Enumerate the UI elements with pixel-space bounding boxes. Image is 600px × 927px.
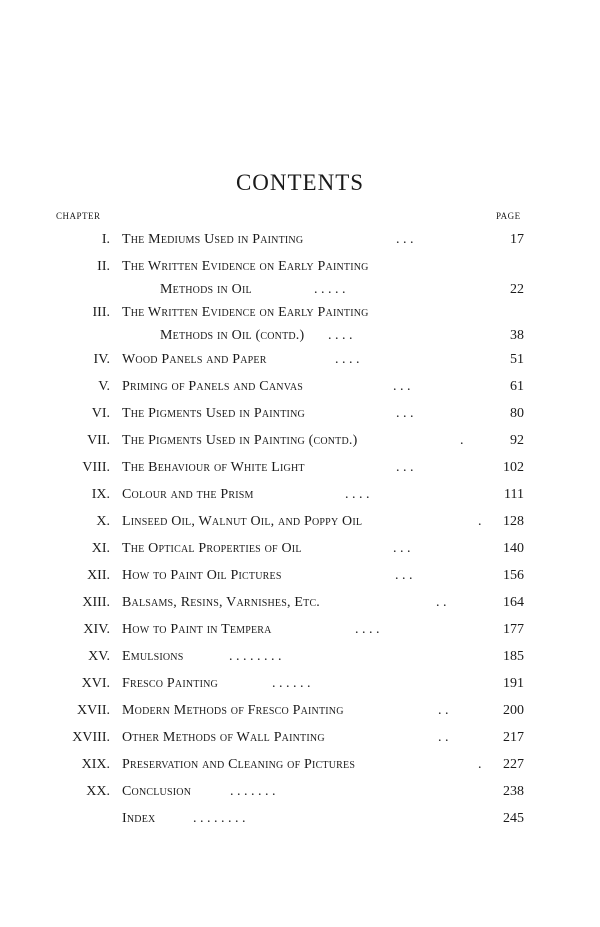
chapter-number: X. bbox=[96, 514, 110, 529]
chapter-title: How to Paint in Tempera bbox=[122, 622, 272, 637]
chapter-title: Other Methods of Wall Painting bbox=[122, 730, 325, 745]
page-number: 61 bbox=[510, 379, 524, 394]
dot-leader: . . . . . . . . bbox=[193, 811, 246, 826]
chapter-number: XII. bbox=[87, 568, 110, 583]
chapter-number: XV. bbox=[88, 649, 110, 664]
chapter-number: XVIII. bbox=[72, 730, 110, 745]
dot-leader: . . bbox=[436, 595, 447, 610]
page-number: 140 bbox=[503, 541, 524, 556]
chapter-number: XIII. bbox=[82, 595, 110, 610]
dot-leader: . . . bbox=[395, 568, 413, 583]
page-number: 238 bbox=[503, 784, 524, 799]
chapter-number: IV. bbox=[93, 352, 110, 367]
chapter-number: XVII. bbox=[76, 703, 110, 718]
chapter-title: Priming of Panels and Canvas bbox=[122, 379, 304, 394]
chapter-number: VIII. bbox=[82, 460, 110, 475]
chapter-title-continued: Methods in Oil bbox=[160, 282, 252, 297]
dot-leader: . . . . . . . . bbox=[229, 649, 282, 664]
dot-leader: . . . bbox=[396, 406, 414, 421]
page-number: 245 bbox=[503, 811, 524, 826]
page-number: 128 bbox=[503, 514, 524, 529]
chapter-title: Colour and the Prism bbox=[122, 487, 254, 502]
dot-leader: . . . bbox=[393, 379, 411, 394]
dot-leader: . . . bbox=[396, 460, 414, 475]
dot-leader: . bbox=[478, 514, 482, 529]
page-number: 156 bbox=[503, 568, 524, 583]
chapter-title: Emulsions bbox=[122, 649, 184, 664]
page-number: 217 bbox=[503, 730, 524, 745]
page-number: 111 bbox=[504, 487, 524, 502]
page-number: 227 bbox=[503, 757, 524, 772]
chapter-title: Conclusion bbox=[122, 784, 192, 799]
page-number: 22 bbox=[510, 282, 524, 297]
page-number: 164 bbox=[503, 595, 524, 610]
chapter-number: II. bbox=[97, 259, 110, 274]
page-number: 102 bbox=[503, 460, 524, 475]
chapter-title: The Written Evidence on Early Painting bbox=[122, 259, 369, 274]
dot-leader: . . . bbox=[393, 541, 411, 556]
dot-leader: . . . . bbox=[355, 622, 380, 637]
chapter-number: VII. bbox=[87, 433, 110, 448]
dot-leader: . . . bbox=[396, 232, 414, 247]
page-number: 51 bbox=[510, 352, 524, 367]
dot-leader: . . . . . . bbox=[272, 676, 311, 691]
chapter-number: XIX. bbox=[81, 757, 110, 772]
chapter-title: Wood Panels and Paper bbox=[122, 352, 267, 367]
chapter-number: XI. bbox=[91, 541, 110, 556]
page-number: 191 bbox=[503, 676, 524, 691]
chapter-title: The Written Evidence on Early Painting bbox=[122, 305, 369, 320]
chapter-number: IX. bbox=[91, 487, 110, 502]
page-number: 80 bbox=[510, 406, 524, 421]
chapter-title: Preservation and Cleaning of Pictures bbox=[122, 757, 356, 772]
dot-leader: . . bbox=[438, 703, 449, 718]
dot-leader: . . . . bbox=[328, 328, 353, 343]
dot-leader: . . . . . bbox=[314, 282, 346, 297]
page-number: 38 bbox=[510, 328, 524, 343]
page-number: 200 bbox=[503, 703, 524, 718]
page-number: 17 bbox=[510, 232, 524, 247]
chapter-title: The Mediums Used in Painting bbox=[122, 232, 304, 247]
dot-leader: . . . . bbox=[335, 352, 360, 367]
dot-leader: . . bbox=[438, 730, 449, 745]
chapter-title: The Behaviour of White Light bbox=[122, 460, 305, 475]
page-column-header: PAGE bbox=[496, 211, 521, 221]
chapter-title: Modern Methods of Fresco Painting bbox=[122, 703, 344, 718]
chapter-title: The Pigments Used in Painting (contd.) bbox=[122, 433, 358, 448]
page-number: 92 bbox=[510, 433, 524, 448]
chapter-number: XVI. bbox=[81, 676, 110, 691]
chapter-title: How to Paint Oil Pictures bbox=[122, 568, 282, 583]
chapter-number: III. bbox=[92, 305, 110, 320]
dot-leader: . bbox=[478, 757, 482, 772]
chapter-title: Linseed Oil, Walnut Oil, and Poppy Oil bbox=[122, 514, 363, 529]
chapter-number: I. bbox=[101, 232, 110, 247]
chapter-title: Fresco Painting bbox=[122, 676, 218, 691]
page-number: 185 bbox=[503, 649, 524, 664]
dot-leader: . . . . . . . bbox=[230, 784, 276, 799]
dot-leader: . . . . bbox=[345, 487, 370, 502]
chapter-title: The Pigments Used in Painting bbox=[122, 406, 305, 421]
chapter-title-continued: Methods in Oil (contd.) bbox=[160, 328, 305, 343]
page-number: 177 bbox=[503, 622, 524, 637]
chapter-title: Balsams, Resins, Varnishes, Etc. bbox=[122, 595, 321, 610]
chapter-number: V. bbox=[98, 379, 110, 394]
chapter-title: Index bbox=[122, 811, 156, 826]
chapter-number: VI. bbox=[91, 406, 110, 421]
chapter-title: The Optical Properties of Oil bbox=[122, 541, 302, 556]
chapter-column-header: CHAPTER bbox=[56, 211, 101, 221]
dot-leader: . bbox=[460, 433, 464, 448]
page-title: CONTENTS bbox=[235, 170, 365, 195]
chapter-number: XX. bbox=[86, 784, 110, 799]
chapter-number: XIV. bbox=[83, 622, 110, 637]
